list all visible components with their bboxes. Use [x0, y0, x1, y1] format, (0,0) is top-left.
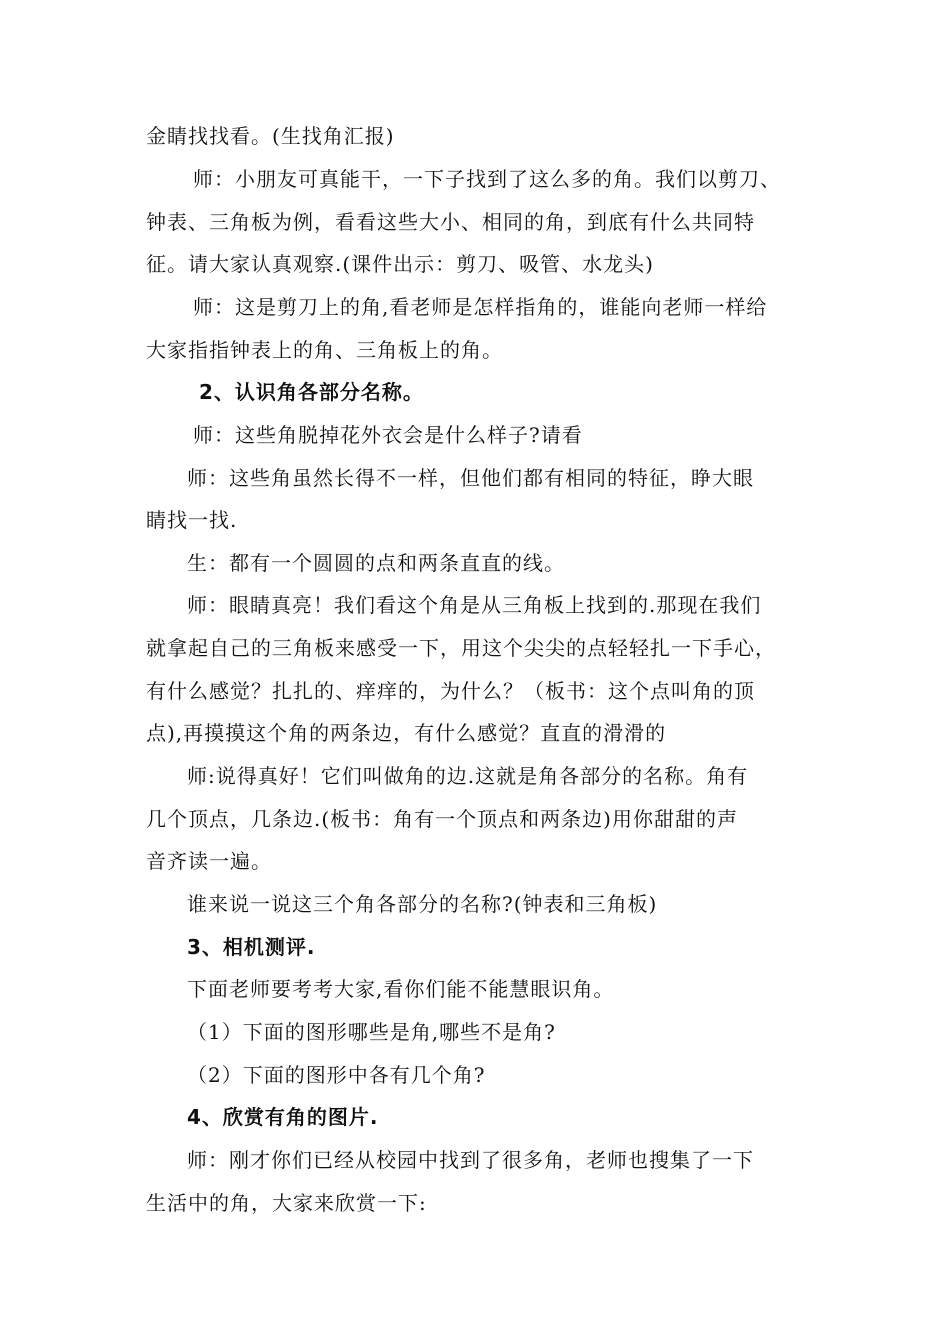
- text-line-2: 师：小朋友可真能干，一下子找到了这么多的角。我们以剪刀、: [193, 167, 781, 191]
- text-line-5: 师：这是剪刀上的角,看老师是怎样指角的，谁能向老师一样给: [193, 295, 768, 319]
- text-line-23: （2）下面的图形中各有几个角?: [187, 1063, 486, 1087]
- text-line-3: 钟表、三角板为例，看看这些大小、相同的角，到底有什么共同特: [146, 210, 755, 234]
- text-line-11: 生：都有一个圆圆的点和两条直直的线。: [187, 551, 565, 575]
- text-line-16: 师:说得真好！它们叫做角的边.这就是角各部分的名称。角有: [187, 764, 749, 788]
- text-line-6: 大家指指钟表上的角、三角板上的角。: [146, 338, 503, 362]
- text-line-25: 师：刚才你们已经从校园中找到了很多角，老师也搜集了一下: [187, 1148, 754, 1172]
- text-line-19: 谁来说一说这三个角各部分的名称?(钟表和三角板): [187, 892, 658, 916]
- text-line-1: 金睛找找看。(生找角汇报): [146, 124, 395, 148]
- text-line-13: 就拿起自己的三角板来感受一下，用这个尖尖的点轻轻扎一下手心，: [146, 636, 776, 660]
- text-line-21: 下面老师要考考大家,看你们能不能慧眼识角。: [187, 977, 615, 1001]
- text-line-22: （1）下面的图形哪些是角,哪些不是角?: [187, 1020, 556, 1044]
- text-line-4: 征。请大家认真观察.(课件出示：剪刀、吸管、水龙头): [146, 252, 654, 276]
- section-heading-2: 2、认识角各部分名称。: [199, 380, 424, 404]
- text-line-8: 师：这些角脱掉花外衣会是什么样子?请看: [193, 423, 583, 447]
- text-line-17: 几个顶点，几条边.(板书：角有一个顶点和两条边)用你甜甜的声: [146, 807, 738, 831]
- text-line-18: 音齐读一遍。: [146, 849, 272, 873]
- text-line-12: 师：眼睛真亮！我们看这个角是从三角板上找到的.那现在我们: [187, 593, 762, 617]
- text-line-15: 点),再摸摸这个角的两条边，有什么感觉？直直的滑滑的: [146, 721, 667, 745]
- text-line-26: 生活中的角，大家来欣赏一下:: [146, 1191, 427, 1215]
- section-heading-4: 4、欣赏有角的图片.: [187, 1105, 379, 1129]
- text-line-10: 睛找一找.: [146, 508, 238, 532]
- section-heading-3: 3、相机测评.: [187, 935, 316, 959]
- text-line-9: 师：这些角虽然长得不一样，但他们都有相同的特征，睁大眼: [187, 466, 754, 490]
- text-line-14: 有什么感觉？扎扎的、痒痒的，为什么？（板书：这个点叫角的顶: [146, 679, 755, 703]
